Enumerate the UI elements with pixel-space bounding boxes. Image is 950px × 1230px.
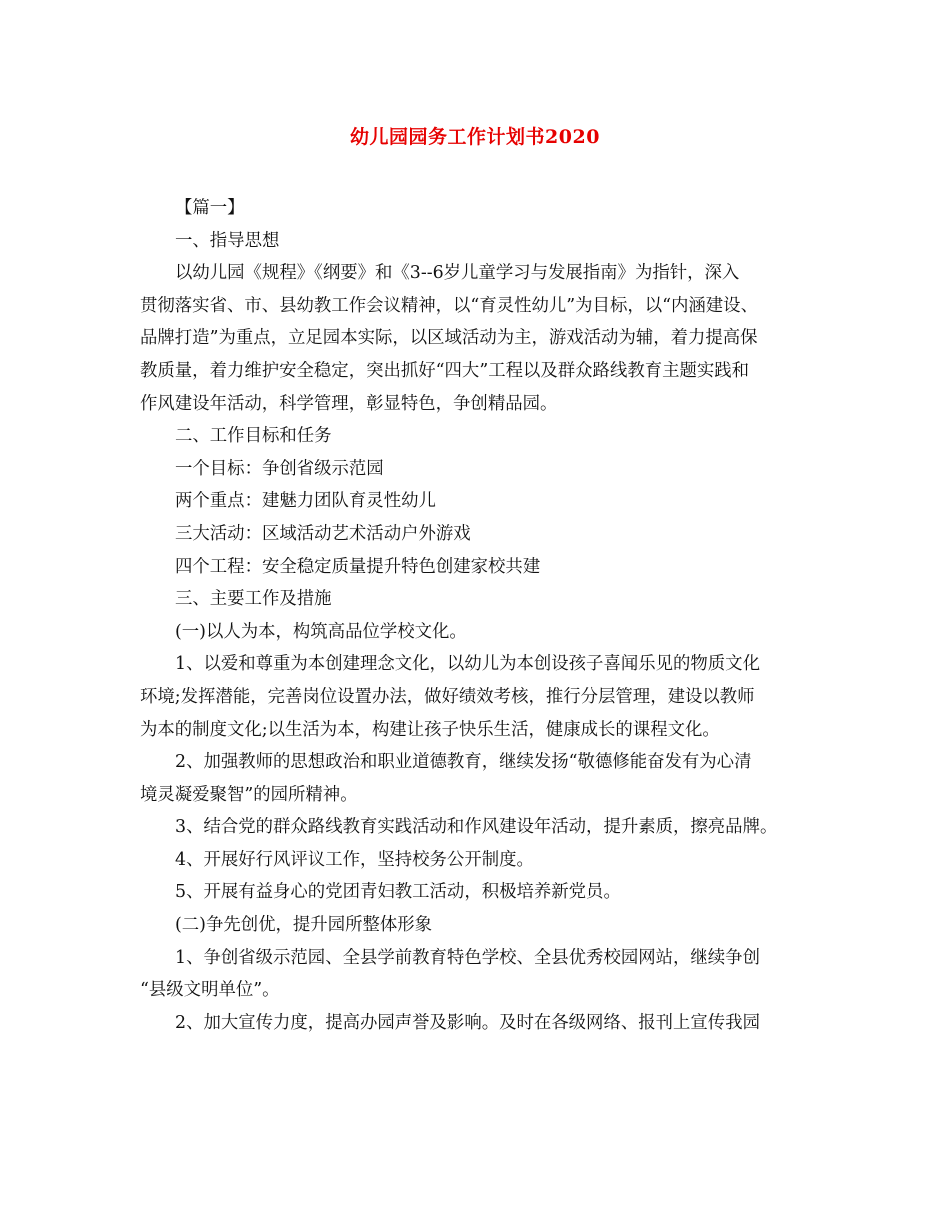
text-line: 一个目标：争创省级示范园 xyxy=(175,458,384,479)
text-line: 1、以爱和尊重为本创建理念文化，以幼儿为本创设孩子喜闻乐见的物质文化 xyxy=(175,654,760,675)
document-body xyxy=(140,192,820,1039)
text-line: 品牌打造”为重点，立足园本实际，以区域活动为主，游戏活动为辅，着力提高保 xyxy=(140,328,758,349)
text-line: 1、争创省级示范园、全县学前教育特色学校、全县优秀校园网站，继续争创 xyxy=(175,947,760,968)
text-line: “县级文明单位”。 xyxy=(140,980,280,1001)
text-line: 【篇一】 xyxy=(175,198,245,218)
text-line: 3、结合党的群众路线教育实践活动和作风建设年活动，提升素质，擦亮品牌。 xyxy=(175,817,778,838)
text-line: 四个工程：安全稳定质量提升特色创建家校共建 xyxy=(175,556,541,577)
text-line: 一、指导思想 xyxy=(175,230,280,251)
text-line: 环境;发挥潜能，完善岗位设置办法，做好绩效考核，推行分层管理，建设以教师 xyxy=(140,686,755,707)
text-line: 三、主要工作及措施 xyxy=(175,589,332,610)
text-line: (一)以人为本，构筑高品位学校文化。 xyxy=(175,621,467,642)
text-line: 为本的制度文化;以生活为本，构建让孩子快乐生活，健康成长的课程文化。 xyxy=(140,719,720,740)
text-line: 二、工作目标和任务 xyxy=(175,426,332,447)
document-title: 幼儿园园务工作计划书2020 xyxy=(350,126,600,148)
text-line: 以幼儿园《规程》《纲要》和《3--6岁儿童学习与发展指南》为指针，深入 xyxy=(175,263,740,284)
text-line: 教质量，着力维护安全稳定，突出抓好“四大”工程以及群众路线教育主题实践和 xyxy=(140,360,750,381)
text-line: 两个重点：建魅力团队育灵性幼儿 xyxy=(175,491,436,512)
text-line: 2、加强教师的思想政治和职业道德教育，继续发扬“敬德修能奋发有为心清 xyxy=(175,752,752,773)
text-line: (二)争先创优，提升园所整体形象 xyxy=(175,915,433,936)
text-line: 三大活动：区域活动艺术活动户外游戏 xyxy=(175,523,471,544)
text-line: 5、开展有益身心的党团青妇教工活动，积极培养新党员。 xyxy=(175,882,621,903)
text-line: 4、开展好行风评议工作，坚持校务公开制度。 xyxy=(175,849,534,870)
text-line: 2、加大宣传力度，提高办园声誉及影响。及时在各级网络、报刊上宣传我园 xyxy=(175,1012,760,1033)
text-line: 境灵凝爱聚智”的园所精神。 xyxy=(140,784,358,805)
text-line: 贯彻落实省、市、县幼教工作会议精神，以“育灵性幼儿”为目标，以“内涵建设、 xyxy=(140,295,758,316)
text-line: 作风建设年活动，科学管理，彰显特色，争创精品园。 xyxy=(140,393,558,414)
